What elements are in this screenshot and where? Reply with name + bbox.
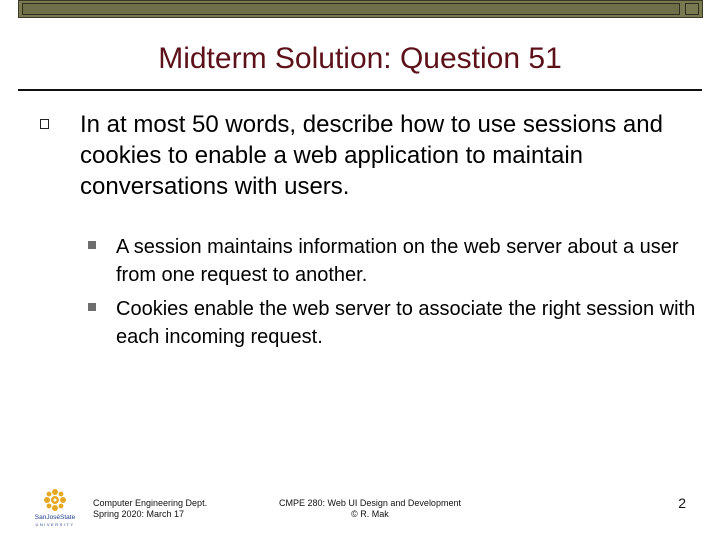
- top-bar-inner-strip: [22, 3, 680, 15]
- square-bullet-icon: [88, 241, 96, 249]
- sjsu-seal-icon: [30, 488, 80, 514]
- title-divider: [18, 89, 702, 91]
- footer-course: CMPE 280: Web UI Design and Development: [279, 498, 461, 508]
- footer-department: Computer Engineering Dept.: [93, 498, 208, 508]
- top-decorative-bar: [18, 0, 703, 18]
- square-bullet-icon: [88, 303, 96, 311]
- slide-title: Midterm Solution: Question 51: [158, 42, 562, 75]
- logo-university-text: UNIVERSITY: [35, 522, 75, 527]
- answer-item: Cookies enable the web server to associate the right session with each incoming request.: [116, 298, 696, 348]
- footer-center: [260, 498, 480, 520]
- answer-item: A session maintains information on the web server about a user from one request to another.: [116, 236, 679, 286]
- footer-author: © R. Mak: [351, 509, 389, 519]
- page-number: 2: [678, 495, 686, 511]
- footer-left: [93, 498, 207, 520]
- logo-name-text: SanJoséState: [34, 514, 76, 521]
- top-bar-square: [685, 3, 699, 15]
- university-logo: [30, 488, 80, 530]
- question-text: In at most 50 words, describe how to use sessions and cookies to enable a web application to maintain conversations with users.: [80, 111, 663, 200]
- hollow-square-bullet-icon: [40, 119, 49, 129]
- footer-date: Spring 2020: March 17: [93, 509, 185, 519]
